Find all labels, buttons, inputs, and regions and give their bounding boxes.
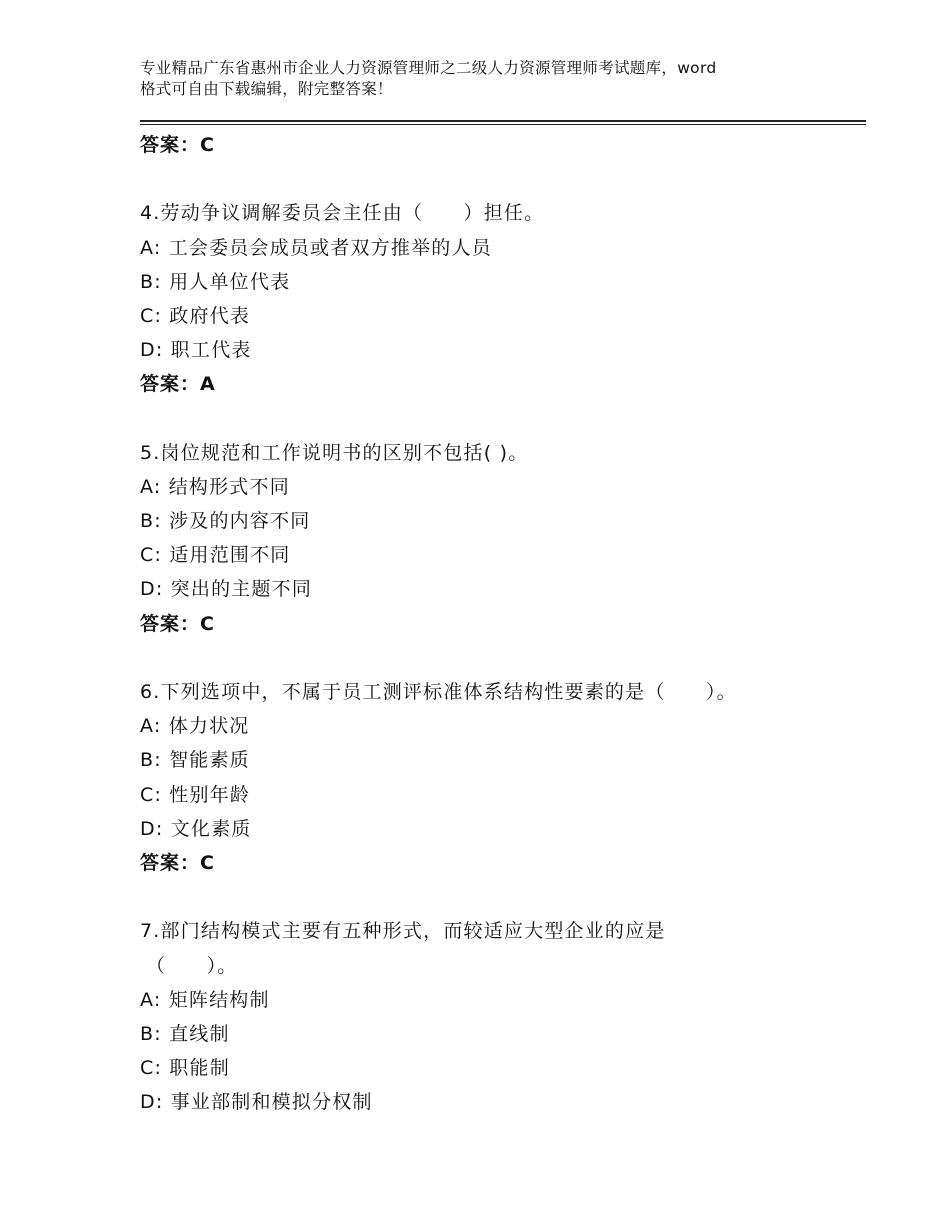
previous-answer: 答案：C [140,134,215,156]
option-c: C: 政府代表 [140,304,251,327]
option-c: C: 性别年龄 [140,783,251,806]
header-line-1: 专业精品广东省惠州市企业人力资源管理师之二级人力资源管理师考试题库，word [140,59,717,77]
option-d: D: 文化素质 [140,817,252,840]
question-6 [140,675,860,880]
question-7 [140,914,860,1119]
header-line-2: 格式可自由下载编辑，附完整答案！ [140,80,393,98]
question-list [140,128,860,1119]
answer: 答案：C [140,612,215,635]
answer: 答案：C [140,851,215,874]
question-stem: 6.下列选项中，不属于员工测评标准体系结构性要素的是（ ）。 [140,681,737,703]
question-5 [140,436,860,641]
question-4 [140,196,860,401]
option-c: C: 职能制 [140,1057,230,1080]
answer: 答案：A [140,373,216,396]
option-a: A: 矩阵结构制 [140,988,270,1011]
question-stem: 4.劳动争议调解委员会主任由（ ）担任。 [140,202,545,225]
option-c: C: 适用范围不同 [140,544,291,567]
header-rule-thin [140,124,866,125]
option-d: D: 突出的主题不同 [140,578,313,601]
header-rule-thick [140,120,866,122]
page-header [140,58,830,100]
option-b: B: 用人单位代表 [140,270,291,293]
option-b: B: 智能素质 [140,749,250,772]
option-d: D: 事业部制和模拟分权制 [140,1091,373,1114]
question-stem: 5.岗位规范和工作说明书的区别不包括( )。 [140,441,529,464]
option-a: A: 体力状况 [140,715,250,738]
option-b: B: 直线制 [140,1022,230,1045]
option-a: A: 工会委员会成员或者双方推举的人员 [140,236,492,259]
option-a: A: 结构形式不同 [140,475,290,498]
option-b: B: 涉及的内容不同 [140,510,311,533]
question-stem-continued: （ ）。 [146,954,238,977]
option-d: D: 职工代表 [140,339,252,362]
question-stem: 7.部门结构模式主要有五种形式，而较适应大型企业的应是 [140,920,666,943]
